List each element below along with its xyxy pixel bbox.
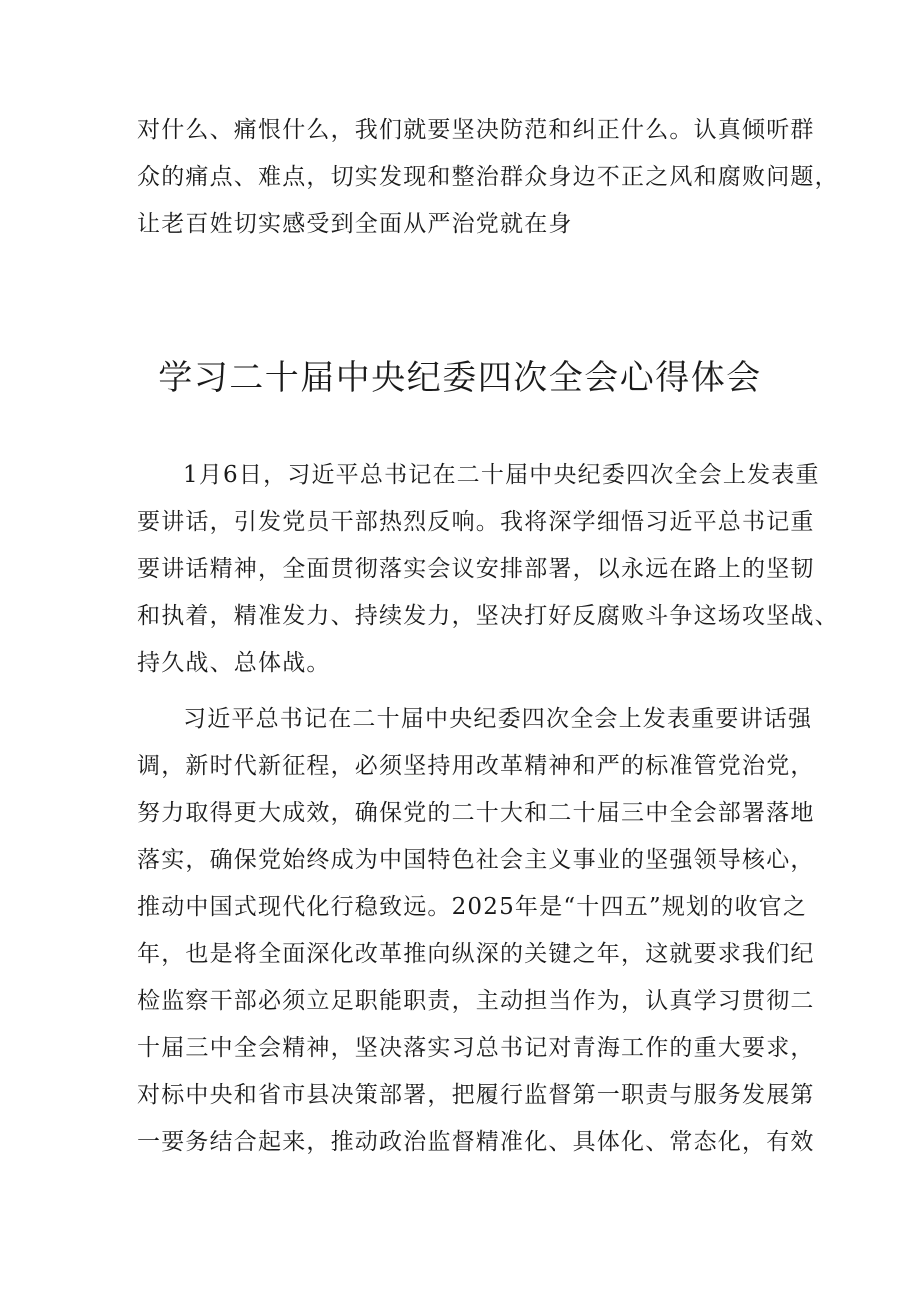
text-line: 对标中央和省市县决策部署，把履行监督第一职责与服务发展第 xyxy=(137,1082,815,1108)
text-line: 推动中国式现代化行稳致远。2025年是“十四五”规划的收官之 xyxy=(137,894,808,920)
text-line: 习近平总书记在二十届中央纪委四次全会上发表重要讲话强 xyxy=(183,706,813,732)
text-line: 要讲话，引发党员干部热烈反响。我将深学细悟习近平总书记重 xyxy=(137,509,815,535)
text-line: 对什么、痛恨什么，我们就要坚决防范和纠正什么。认真倾听群 xyxy=(137,117,815,143)
text-line: 检监察干部必须立足职能职责，主动担当作为，认真学习贯彻二 xyxy=(137,988,815,1014)
continuation-paragraph xyxy=(137,107,839,248)
text-line: 持久战、总体战。 xyxy=(137,650,331,676)
body-paragraph-1 xyxy=(137,452,839,687)
text-line: 和执着，精准发力、持续发力，坚决打好反腐败斗争这场攻坚战、 xyxy=(137,603,839,629)
text-line: 让老百姓切实感受到全面从严治党就在身 xyxy=(137,211,573,237)
text-line: 年，也是将全面深化改革推向纵深的关键之年，这就要求我们纪 xyxy=(137,941,815,967)
text-line: 十届三中全会精神，坚决落实习总书记对青海工作的重大要求， xyxy=(137,1035,815,1061)
text-line: 落实，确保党始终成为中国特色社会主义事业的坚强领导核心， xyxy=(137,847,815,873)
text-line: 众的痛点、难点，切实发现和整治群众身边不正之风和腐败问题， xyxy=(137,164,839,190)
text-line: 努力取得更大成效，确保党的二十大和二十届三中全会部署落地 xyxy=(137,800,815,826)
text-line: 调，新时代新征程，必须坚持用改革精神和严的标准管党治党， xyxy=(137,753,815,779)
text-line: 一要务结合起来，推动政治监督精准化、具体化、常态化，有效 xyxy=(137,1129,815,1155)
text-line: 1月6日，习近平总书记在二十届中央纪委四次全会上发表重 xyxy=(183,462,820,488)
text-line: 要讲话精神，全面贯彻落实会议安排部署，以永远在路上的坚韧 xyxy=(137,556,815,582)
body-paragraph-2 xyxy=(137,696,815,1166)
document-title: 学习二十届中央纪委四次全会心得体会 xyxy=(158,358,762,398)
